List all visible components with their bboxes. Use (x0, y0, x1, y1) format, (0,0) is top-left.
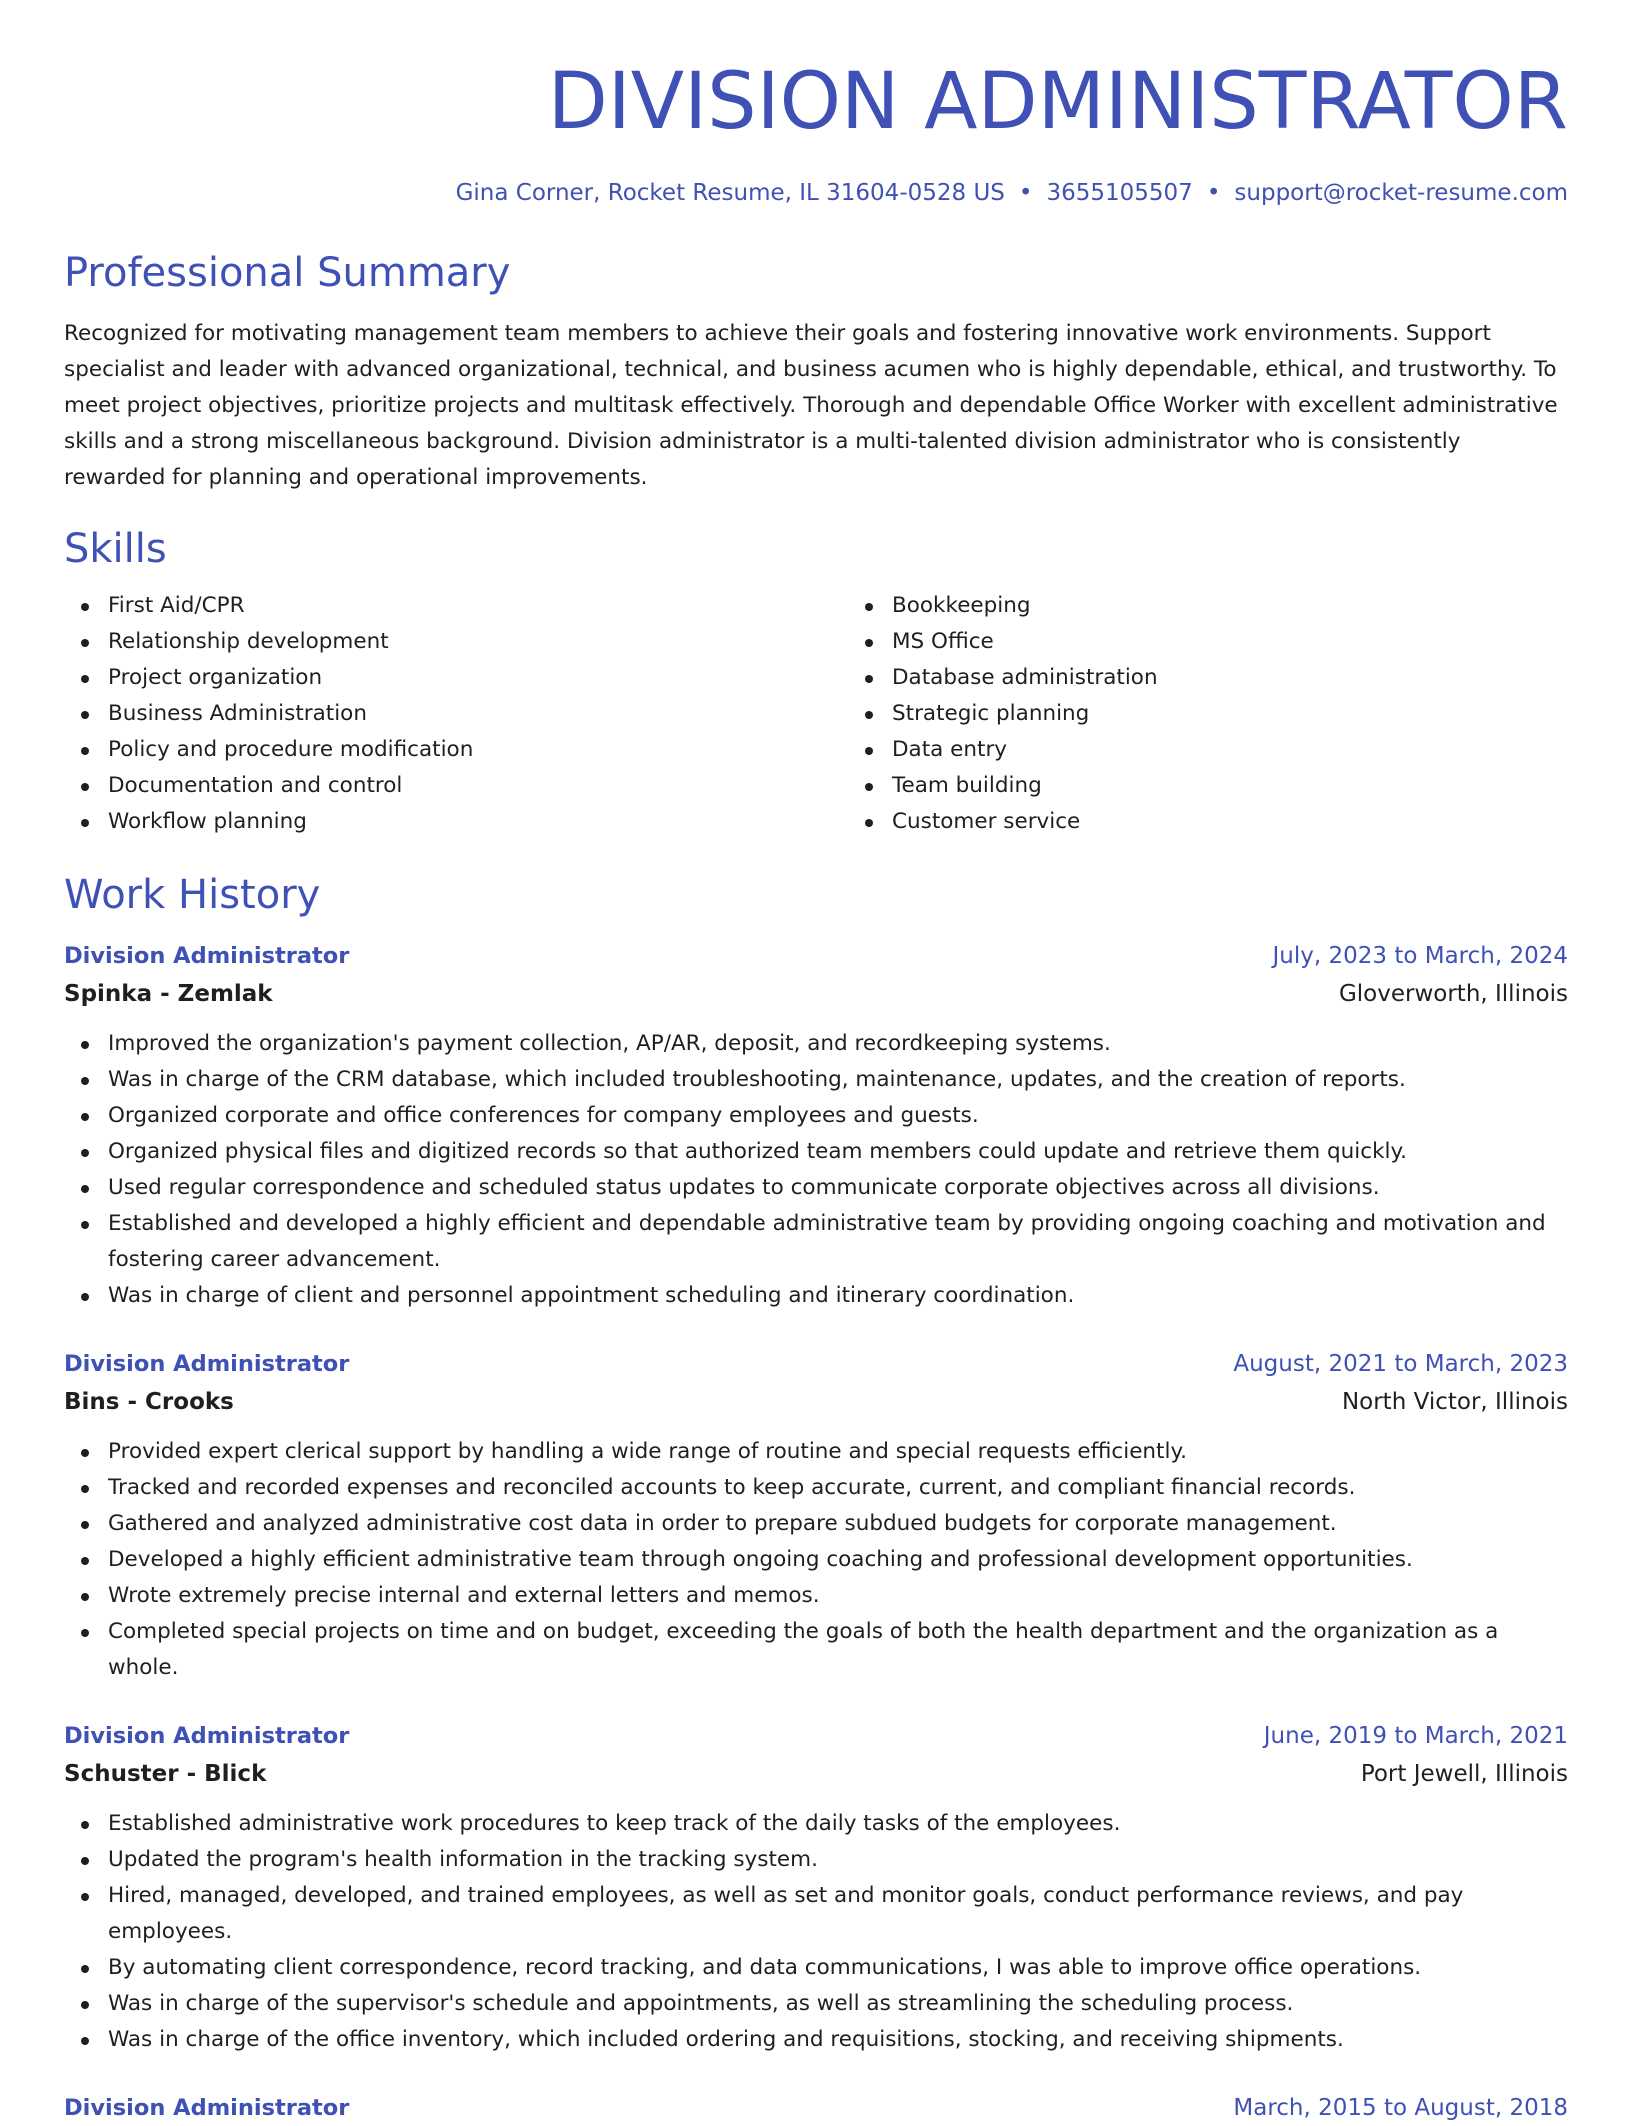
skills-list-left (64, 588, 848, 840)
skills-grid (64, 588, 1568, 840)
job-bullet: Provided expert clerical support by handling a wide range of routine and special requests efficiently. (108, 1434, 1568, 1470)
job-dates: March, 2015 to August, 2018 (1233, 2095, 1568, 2121)
contact-email: support@rocket-resume.com (1234, 180, 1568, 206)
job-bullet: By automating client correspondence, record tracking, and data communications, I was able to improve office operations. (108, 1950, 1568, 1986)
contact-separator: • (1018, 180, 1033, 206)
job-title-row (64, 1346, 1568, 1382)
skill-item: Documentation and control (108, 768, 848, 804)
job-company: Bins - Crooks (64, 1389, 234, 1415)
job-bullet: Was in charge of the office inventory, which included ordering and requisitions, stocking, and receiving shipments. (108, 2022, 1568, 2058)
summary-text: Recognized for motivating management team members to achieve their goals and fostering innovative work environments. Support specialist and leader with advanced organizational, technical, and business acumen who is highly dependable, ethical, and trustworthy. To meet project objectives, prioritize projects and multitask effectively. Thorough and dependable Office Worker with excellent administrative skills and a strong miscellaneous background. Division administrator is a multi-talented division administrator who is consistently rewarded for planning and operational improvements. (64, 321, 1558, 490)
job-bullet: Completed special projects on time and on budget, exceeding the goals of both the health department and the organization as a whole. (108, 1614, 1568, 1686)
job-bullet: Was in charge of the CRM database, which included troubleshooting, maintenance, updates, and the creation of reports. (108, 1062, 1568, 1098)
skills-heading: Skills (64, 526, 167, 572)
job-bullet: Used regular correspondence and scheduled status updates to communicate corporate objectives across all divisions. (108, 1170, 1568, 1206)
job-bullets (64, 1806, 1568, 2058)
job-bullet: Wrote extremely precise internal and external letters and memos. (108, 1578, 1568, 1614)
job-bullet: Established administrative work procedures to keep track of the daily tasks of the employees. (108, 1806, 1568, 1842)
skill-item: Project organization (108, 660, 848, 696)
skill-item: First Aid/CPR (108, 588, 848, 624)
job-dates: June, 2019 to March, 2021 (1263, 1723, 1568, 1749)
job-entry (64, 938, 1568, 1314)
job-bullet: Established and developed a highly efficient and dependable administrative team by providing ongoing coaching and motivation and fostering career advancement. (108, 1206, 1568, 1278)
skill-item: Strategic planning (892, 696, 1632, 732)
job-bullets (64, 1434, 1568, 1686)
job-entry (64, 1718, 1568, 2058)
job-title-row (64, 2090, 1568, 2126)
skill-item: Database administration (892, 660, 1632, 696)
job-bullet: Improved the organization's payment collection, AP/AR, deposit, and recordkeeping systems. (108, 1026, 1568, 1062)
contact-phone: 3655105507 (1046, 180, 1193, 206)
job-location: North Victor, Illinois (1341, 1389, 1568, 1415)
skill-item: Relationship development (108, 624, 848, 660)
resume-title: DIVISION ADMINISTRATOR (547, 57, 1568, 147)
job-dates: August, 2021 to March, 2023 (1233, 1351, 1568, 1377)
job-location: Port Jewell, Illinois (1360, 1761, 1568, 1787)
job-title: Division Administrator (64, 1723, 350, 1749)
skill-item: Team building (892, 768, 1632, 804)
job-title-row (64, 938, 1568, 974)
job-bullet: Was in charge of client and personnel appointment scheduling and itinerary coordination. (108, 1278, 1568, 1314)
job-bullet: Developed a highly efficient administrative team through ongoing coaching and professional development opportunities. (108, 1542, 1568, 1578)
job-bullet: Updated the program's health information in the tracking system. (108, 1842, 1568, 1878)
contact-address: Gina Corner, Rocket Resume, IL 31604-0528 US (455, 180, 1005, 206)
job-bullet: Organized corporate and office conferences for company employees and guests. (108, 1098, 1568, 1134)
skill-item: MS Office (892, 624, 1632, 660)
contact-line (64, 178, 1568, 208)
job-bullet: Was in charge of the supervisor's schedule and appointments, as well as streamlining the scheduling process. (108, 1986, 1568, 2022)
job-title: Division Administrator (64, 1351, 350, 1377)
skill-item: Business Administration (108, 696, 848, 732)
summary-heading: Professional Summary (64, 250, 511, 296)
job-bullet: Organized physical files and digitized records so that authorized team members could update and retrieve them quickly. (108, 1134, 1568, 1170)
job-company: Schuster - Blick (64, 1761, 267, 1787)
job-location: Gloverworth, Illinois (1338, 981, 1568, 1007)
job-company-row (64, 1382, 1568, 1422)
job-bullet: Tracked and recorded expenses and reconciled accounts to keep accurate, current, and compliant financial records. (108, 1470, 1568, 1506)
job-title: Division Administrator (64, 2095, 350, 2121)
job-bullets (64, 1026, 1568, 1314)
skills-list-right (848, 588, 1632, 840)
skill-item: Data entry (892, 732, 1632, 768)
job-entry (64, 1346, 1568, 1686)
work-history-heading: Work History (64, 872, 321, 918)
skill-item: Customer service (892, 804, 1632, 840)
skill-item: Policy and procedure modification (108, 732, 848, 768)
job-company: Spinka - Zemlak (64, 981, 273, 1007)
job-company-row (64, 974, 1568, 1014)
job-title: Division Administrator (64, 943, 350, 969)
job-entry (64, 2090, 1568, 2126)
job-bullet: Hired, managed, developed, and trained employees, as well as set and monitor goals, conduct performance reviews, and pay employees. (108, 1878, 1568, 1950)
skill-item: Bookkeeping (892, 588, 1632, 624)
job-title-row (64, 1718, 1568, 1754)
contact-separator: • (1206, 180, 1221, 206)
skill-item: Workflow planning (108, 804, 848, 840)
job-dates: July, 2023 to March, 2024 (1272, 943, 1568, 969)
job-bullet: Gathered and analyzed administrative cost data in order to prepare subdued budgets for corporate management. (108, 1506, 1568, 1542)
job-company-row (64, 1754, 1568, 1794)
